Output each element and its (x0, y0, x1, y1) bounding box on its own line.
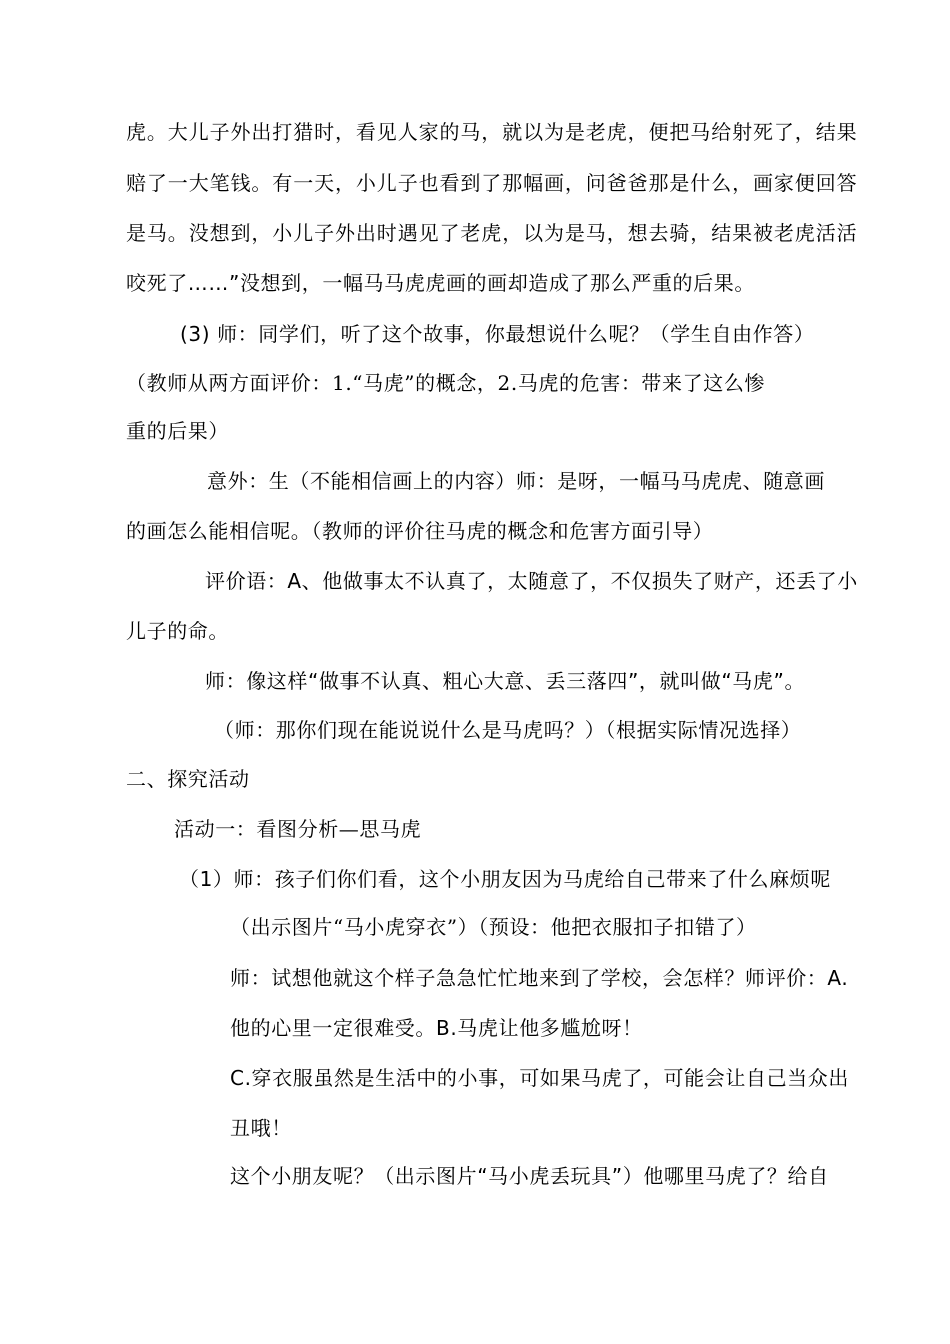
text-line-22: 这个小朋友呢？（出示图片“马小虎丢玩具”）他哪里马虎了？给自 (230, 1164, 829, 1188)
text-line-21: 丑哦！ (230, 1116, 292, 1140)
text-line-10: 评价语：A、他做事太不认真了，太随意了，不仅损失了财产，还丢了小 (205, 569, 858, 593)
text-line-12: 师：像这样“做事不认真、粗心大意、丢三落四”，就叫做“马虎”。 (205, 669, 806, 693)
text-line-4: 咬死了……”没想到，一幅马马虎虎画的画却造成了那么严重的后果。 (126, 271, 755, 295)
text-line-3: 是马。没想到，小儿子外出时遇见了老虎，以为是马，想去骑，结果被老虎活活 (126, 221, 858, 245)
text-line-19: 他的心里一定很难受。B.马虎让他多尴尬呀！ (230, 1016, 643, 1040)
text-line-20: C.穿衣服虽然是生活中的小事，可如果马虎了，可能会让自己当众出 (230, 1066, 849, 1090)
text-line-18: 师：试想他就这个样子急急忙忙地来到了学校，会怎样？师评价：A. (230, 966, 849, 990)
text-line-9: 的画怎么能相信呢。（教师的评价往马虎的概念和危害方面引导） (126, 519, 714, 543)
text-line-6: （教师从两方面评价：1.“马虎”的概念，2.马虎的危害：带来了这么惨 (126, 371, 766, 395)
section-heading: 二、探究活动 (126, 767, 250, 791)
text-line-13: （师：那你们现在能说说什么是马虎吗？）（根据实际情况选择） (214, 718, 802, 742)
activity-heading: 活动一：看图分析—思马虎 (174, 817, 422, 841)
text-line-2: 赔了一大笔钱。有一天，小儿子也看到了那幅画，问爸爸那是什么，画家便回答 (126, 171, 858, 195)
text-line-7: 重的后果） (126, 419, 229, 443)
text-line-17: （出示图片“马小虎穿衣”）（预设：他把衣服扣子扣错了） (230, 915, 757, 939)
text-line-16: （1）师：孩子们你们看，这个小朋友因为马虎给自己带来了什么麻烦呢 (179, 867, 831, 891)
text-line-8: 意外：生（不能相信画上的内容）师：是呀，一幅马马虎虎、随意画 (207, 469, 825, 493)
text-line-5: (3) 师：同学们，听了这个故事，你最想说什么呢？（学生自由作答） (180, 322, 815, 346)
text-line-11: 儿子的命。 (126, 619, 229, 643)
text-line-1: 虎。大儿子外出打猎时，看见人家的马，就以为是老虎，便把马给射死了，结果 (126, 120, 858, 144)
